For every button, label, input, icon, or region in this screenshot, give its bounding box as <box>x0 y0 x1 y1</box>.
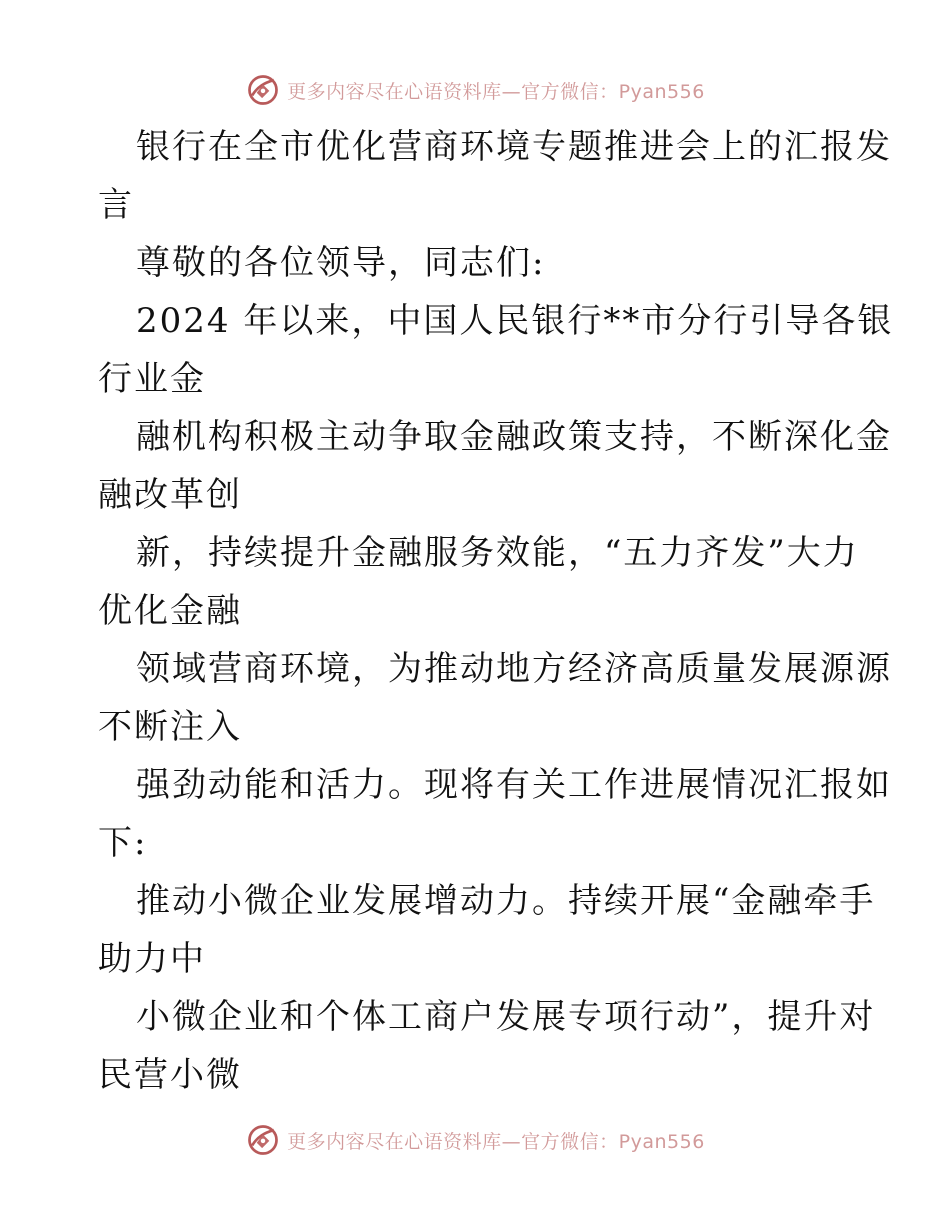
text-line: 领域营商环境，为推动地方经济高质量发展源源 <box>136 649 892 689</box>
pen-flower-logo-icon <box>245 72 281 108</box>
text-line: 行业金 <box>98 359 206 399</box>
watermark-text: 更多内容尽在心语资料库—官方微信：Pyan556 <box>287 80 705 103</box>
text-line: 民营小微 <box>98 1055 242 1095</box>
text-line: 融机构积极主动争取金融政策支持，不断深化金 <box>136 417 892 457</box>
text-line: 新，持续提升金融服务效能，“五力齐发”大力 <box>136 533 859 573</box>
text-line: 强劲动能和活力。现将有关工作进展情况汇报如 <box>136 765 892 805</box>
watermark-text: 更多内容尽在心语资料库—官方微信：Pyan556 <box>287 1130 705 1153</box>
text-line: 优化金融 <box>98 591 242 631</box>
text-line: 尊敬的各位领导，同志们: <box>136 243 546 283</box>
text-line: 小微企业和个体工商户发展专项行动”，提升对 <box>136 997 876 1037</box>
text-line: 不断注入 <box>98 707 242 747</box>
text-line: 融改革创 <box>98 475 242 515</box>
text-line: 言 <box>98 185 134 225</box>
text-line: 下: <box>98 823 148 863</box>
text-line: 银行在全市优化营商环境专题推进会上的汇报发 <box>136 127 892 167</box>
pen-flower-logo-icon <box>245 1122 281 1158</box>
header-watermark <box>0 70 950 110</box>
text-line: 推动小微企业发展增动力。持续开展“金融牵手 <box>136 881 876 921</box>
text-line: 助力中 <box>98 939 206 979</box>
document-body <box>98 118 894 1104</box>
text-line: 2024 年以来，中国人民银行**市分行引导各银 <box>136 301 894 341</box>
footer-watermark <box>0 1120 950 1160</box>
